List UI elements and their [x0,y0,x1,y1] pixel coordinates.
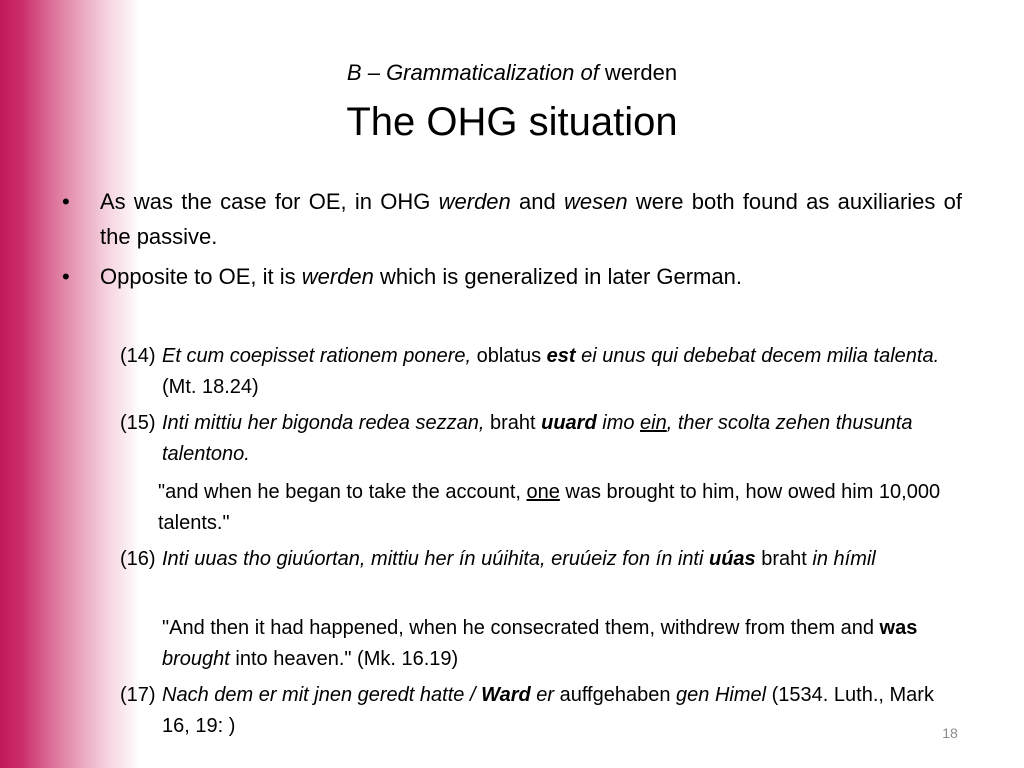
example-number: (15) [120,412,156,434]
example-15: (15) Inti mittiu her bigonda redea sezzan, braht uuard imo ein, ther scolta zehen thusunta talentono. [120,408,962,470]
page-number: 18 [942,725,958,741]
bullet-item: • As was the case for OE, in OHG werden and wesen were both found as auxiliaries of the passive. [62,184,962,254]
example-number: (17) [120,684,156,706]
slide-title: The OHG situation [346,100,678,144]
example-17: (17) Nach dem er mit jnen geredt hatte / Ward er auffgehaben gen Himel (1534. Luth., Mark 16, 19: ) [120,680,962,742]
bullet-list [62,184,962,299]
bullet-marker: • [62,264,70,289]
bullet-marker: • [62,189,70,214]
example-16: (16) Inti uuas tho giuúortan, mittiu her ín uúihita, eruúeiz fon ín inti uúas braht in hímil [120,544,962,575]
example-16-translation: "And then it had happened, when he consecrated them, withdrew from them and was brought into heaven." (Mk. 16.19) [162,617,918,670]
slide-subtitle: B – Grammaticalization of werden [346,60,678,85]
example-15-translation: "and when he began to take the account, one was brought to him, how owed him 10,000 talents." [158,481,941,534]
example-14: (14) Et cum coepisset rationem ponere, oblatus est ei unus qui debebat decem milia talenta. (Mt. 18.24) [120,341,962,403]
example-number: (16) [120,548,156,570]
bullet-item: • Opposite to OE, it is werden which is generalized in later German. [62,259,962,294]
example-number: (14) [120,345,156,367]
